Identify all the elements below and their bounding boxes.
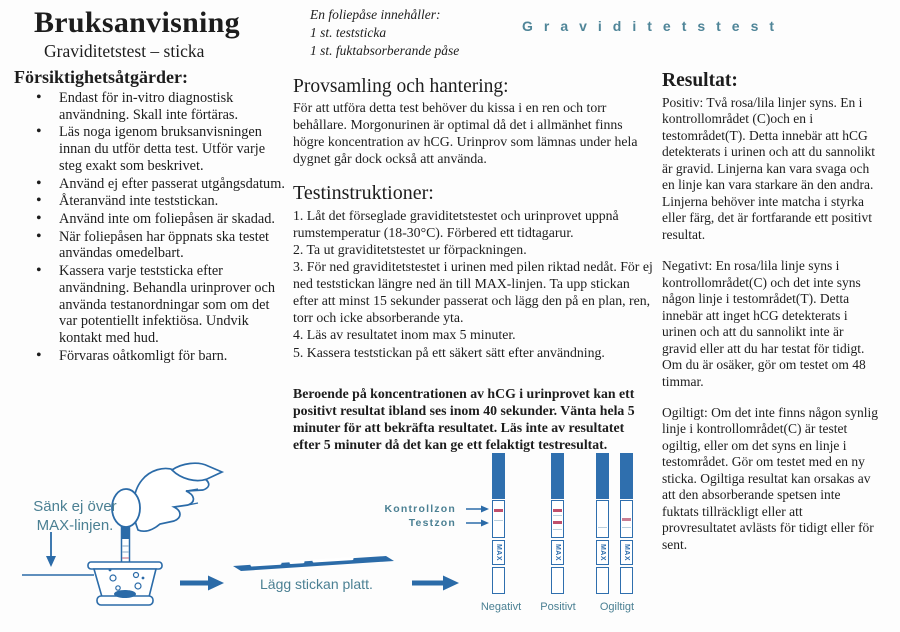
strip-label-positive: Positivt (540, 601, 576, 613)
lay-flat-note: Lägg stickan platt. (260, 576, 373, 592)
strip-result-window (551, 500, 564, 538)
strip-grip (492, 567, 505, 594)
strip-grip (596, 567, 609, 594)
strip-max-section (551, 540, 564, 565)
max-label: MAX (554, 543, 561, 562)
window-divider (598, 527, 607, 528)
right-arrow-icon (180, 576, 224, 591)
brand-wordmark: Graviditetstest (522, 18, 786, 34)
precaution-item: • Kassera varje teststicka efter användning. Behandla urinprover och använda testanordningar som om det var potentiellt infektiösa. Undvik kontakt med hud. (14, 263, 290, 347)
strip-result-window (492, 500, 505, 538)
result-positive-text: Positiv: Två rosa/lila linjer syns. En i kontrollområdet (C)och en i testområdet(T). Detta innebär att hCG detekterats i urinen och att du sannolikt är gravid. Linjerna kan vara svaga och en linje kan vara starkare än den andra. Linjerna behöver inte matcha i styrka eller färg, det är fortfarande ett positivt resultat. (662, 95, 875, 242)
strip-grip (620, 567, 633, 594)
strip-result-window (620, 500, 633, 538)
max-label: MAX (623, 543, 630, 562)
cup-illustration (88, 562, 162, 605)
strip-handle (620, 453, 633, 499)
sampling-body: För att utföra detta test behöver du kissa i en ren och torr behållare. Morgonurinen är optimal då det i allmänhet finns högre koncentration av hCG. Urinprov som lämnas under hela dygnet går dock också att använda. (293, 100, 638, 166)
strip-max-section (620, 540, 633, 565)
package-note-line: En foliepåse innehåller: (310, 7, 441, 22)
result-invalid-text: Ogiltigt: Om det inte finns någon synlig linje i kontrollområdet(C) är testet ogiltig, eller om det syns en linje i testområdet. Gör om testet med en ny sticka. Ogiltiga resultat kan orsakas av att den absorberande spetsen inte fuktats tillräckligt eller att provresultatet avlästs för tidigt eller för sent. (662, 404, 878, 552)
precaution-item: • Läs noga igenom bruksanvisningen innan du utför detta test. Utför varje steg exakt som beskrivet. (14, 124, 290, 174)
strip-result-window (596, 500, 609, 538)
package-contents-note (310, 6, 655, 59)
result-negative-text: Negativt: En rosa/lila linje syns i kontrollområdet(C) och det inte syns någon linje i testområdet(T). Detta innebär att inget hCG detekterats i urinen och att du sannolikt inte är gravid eller att du har testat för tidigt. Om du är osäker, gör om testet om 48 timmar. (662, 258, 866, 389)
precautions-heading: Försiktighetsåtgärder: (14, 67, 188, 87)
window-divider (494, 520, 503, 521)
test-line (553, 521, 562, 524)
strip-invalid-2 (620, 453, 633, 597)
instruction-step: 1. Låt det förseglade graviditetstestet och urinprovet uppnå rumstemperatur (18-30°C). Förbered ett tidtagarur. (293, 207, 619, 240)
package-note-line: 1 st. fuktabsorberande påse (310, 42, 460, 58)
flat-stick-illustration (233, 556, 394, 571)
down-arrow-icon (46, 532, 56, 567)
timing-warning: Beroende på koncentrationen av hCG i urinprovet kan ett positivt resultat ibland ses inom 40 sekunder. Vänta hela 5 minuter för att bekräfta resultatet. Läs inte av resultatet efter 5 minuter då det kan ge ett felaktigt testresultat. (293, 385, 635, 452)
instruction-step: 4. Läs av resultatet inom max 5 minuter. (293, 327, 516, 343)
control-line (553, 509, 562, 512)
control-zone-arrow-icon (466, 506, 489, 513)
control-line (494, 509, 503, 512)
test-line (622, 518, 631, 521)
package-note-line: 1 st. teststicka (310, 24, 387, 40)
window-divider (553, 515, 562, 516)
strip-label-negative: Negativt (480, 601, 522, 613)
page-title: Bruksanvisning (34, 6, 240, 39)
max-label: MAX (599, 543, 606, 562)
strip-negative (492, 453, 505, 597)
instruction-step: 2. Ta ut graviditetstestet ur förpackningen. (293, 241, 527, 257)
window-divider (553, 529, 562, 530)
strip-handle (596, 453, 609, 499)
strip-invalid-1 (596, 453, 609, 597)
max-line-note: Sänk ej över MAX-linjen. (33, 498, 117, 534)
middle-column (293, 6, 655, 453)
precaution-item: • Endast för in-vitro diagnostisk användning. Skall inte förtäras. (14, 90, 290, 123)
page-subtitle: Graviditetstest – sticka (44, 41, 205, 61)
instruction-step: 5. Kassera teststickan på ett säkert sätt efter användning. (293, 344, 605, 360)
precaution-item: • Använd ej efter passerat utgångsdatum. (14, 176, 290, 193)
strip-grip (551, 567, 564, 594)
precautions-list (14, 90, 290, 365)
strip-max-section (596, 540, 609, 565)
instruction-step: 3. För ned graviditetstestet i urinen med pilen riktad nedåt. För ej ned teststickan längre ned än till MAX-linjen. Ta upp stickan efter att minst 15 sekunder passerat och lägg den på en plan, ren, torr och icke absorberande yta. (293, 259, 653, 326)
results-heading: Resultat: (662, 70, 738, 91)
strip-max-section (492, 540, 505, 565)
precaution-item: • När foliepåsen har öppnats ska testet användas omedelbart. (14, 229, 290, 262)
instructions-heading: Testinstruktioner: (293, 181, 434, 204)
precaution-item: • Använd inte om foliepåsen är skadad. (14, 211, 290, 228)
strip-handle (492, 453, 505, 499)
precaution-item: • Förvaras oåtkomligt för barn. (14, 348, 290, 365)
sampling-heading: Provsamling och hantering: (293, 76, 509, 98)
right-arrow-icon (412, 576, 459, 591)
instructions-steps (293, 207, 653, 361)
control-zone-label: Kontrollzon (384, 503, 456, 515)
precaution-item: • Återanvänd inte teststickan. (14, 193, 290, 210)
left-column (14, 6, 290, 366)
strip-handle (551, 453, 564, 499)
strip-positive (551, 453, 564, 597)
test-zone-arrow-icon (466, 520, 489, 527)
test-zone-label: Testzon (408, 517, 456, 529)
window-divider (622, 527, 631, 528)
max-label: MAX (495, 543, 502, 562)
strip-label-invalid: Ogiltigt (599, 601, 635, 613)
